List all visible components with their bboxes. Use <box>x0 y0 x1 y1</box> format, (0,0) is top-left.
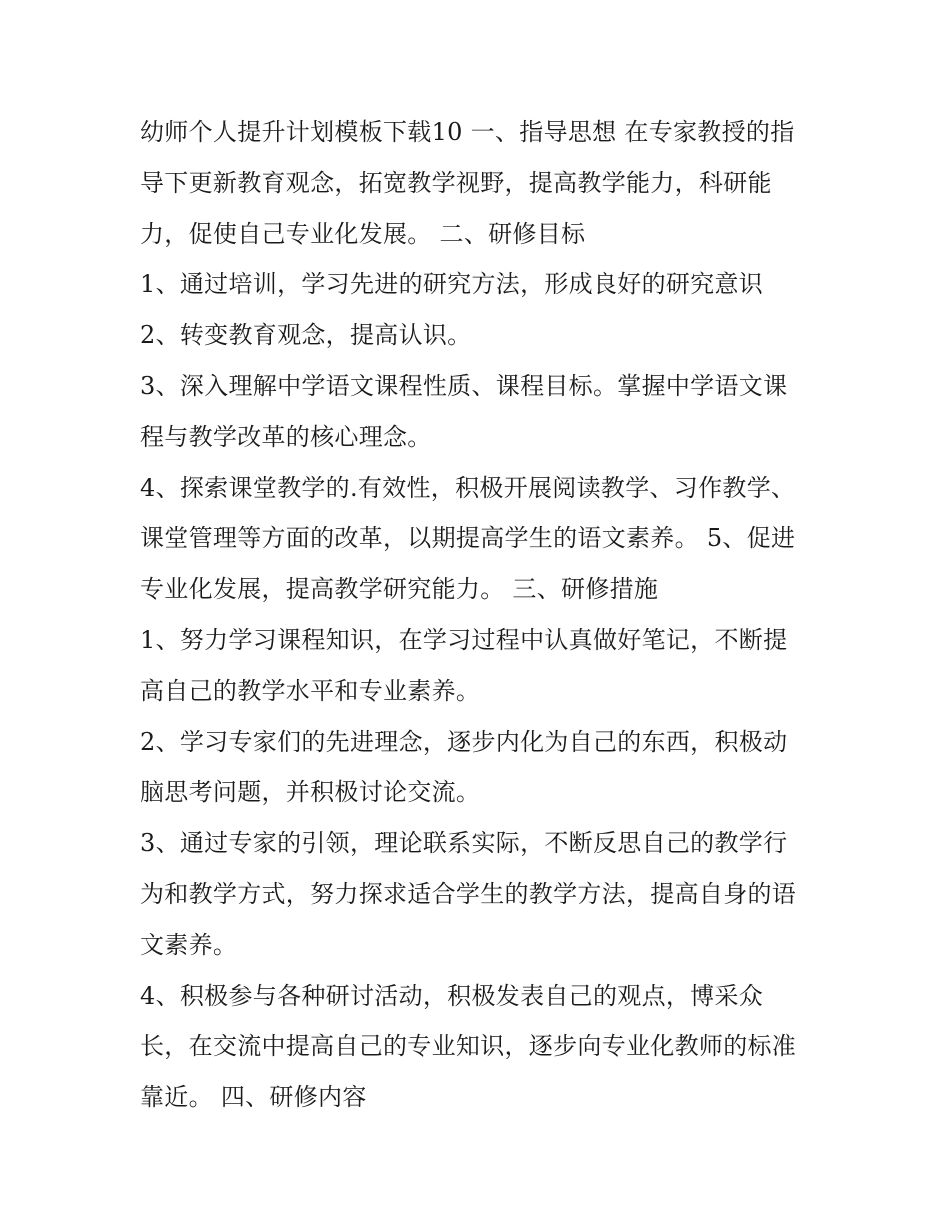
text-line: 文素养。 <box>140 930 238 959</box>
text-line: 2、学习专家们的先进理念，逐步内化为自己的东西，积极动 <box>140 727 788 756</box>
text-line: 导下更新教育观念，拓宽教学视野，提高教学能力，科研能 <box>140 168 772 197</box>
document-body <box>140 107 830 1123</box>
text-line: 专业化发展，提高教学研究能力。 三、研修措施 <box>140 575 659 604</box>
text-line: 幼师个人提升计划模板下载10 一、指导思想 在专家教授的指 <box>140 118 795 146</box>
text-line: 3、通过专家的引领，理论联系实际，不断反思自己的教学行 <box>140 829 788 858</box>
text-line: 1、通过培训，学习先进的研究方法，形成良好的研究意识 <box>140 270 764 299</box>
text-line: 长，在交流中提高自己的专业知识，逐步向专业化教师的标准 <box>140 1032 797 1061</box>
text-line: 4、积极参与各种研讨活动，积极发表自己的观点，博采众 <box>140 981 764 1010</box>
text-line: 1、努力学习课程知识，在学习过程中认真做好笔记，不断提 <box>140 625 788 654</box>
text-line: 4、探索课堂教学的.有效性，积极开展阅读教学、习作教学、 <box>140 473 796 502</box>
text-line: 2、转变教育观念，提高认识。 <box>140 321 472 350</box>
text-line: 程与教学改革的核心理念。 <box>140 422 432 451</box>
text-line: 为和教学方式，努力探求适合学生的教学方法，提高自身的语 <box>140 879 797 908</box>
text-line: 3、深入理解中学语文课程性质、课程目标。掌握中学语文课 <box>140 371 788 400</box>
text-line: 力，促使自己专业化发展。 二、研修目标 <box>140 219 586 248</box>
text-line: 靠近。 四、研修内容 <box>140 1083 367 1112</box>
text-line: 课堂管理等方面的改革，以期提高学生的语文素养。 5、促进 <box>140 524 796 553</box>
text-line: 脑思考问题，并积极讨论交流。 <box>140 778 481 807</box>
text-line: 高自己的教学水平和专业素养。 <box>140 676 481 705</box>
